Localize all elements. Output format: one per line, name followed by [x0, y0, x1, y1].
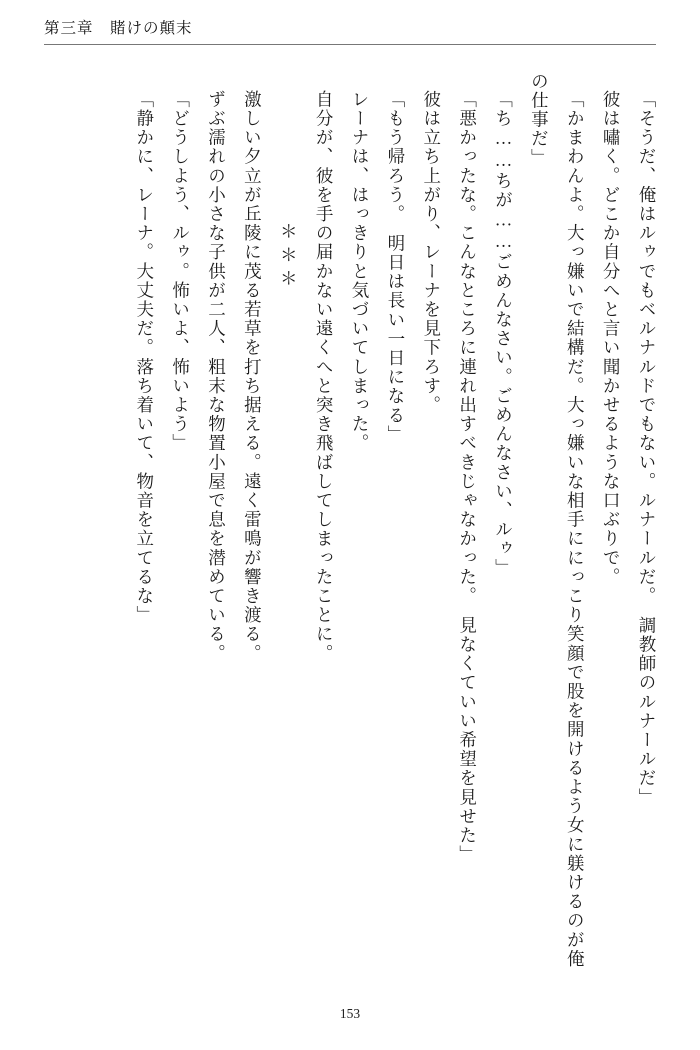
body-paragraph: レーナは、はっきりと気づいてしまった。	[350, 89, 370, 453]
body-paragraph: ずぶ濡れの小さな子供が二人、粗末な物置小屋で息を潜めている。	[206, 89, 227, 663]
body-paragraph: 「もう帰ろう。 明日は長い一日になる」	[385, 89, 406, 444]
body-paragraph: 「悪かったな。こんなところに連れ出すべきじゃなかった。 見なくていい希望を見せた」	[457, 89, 478, 864]
scene-break: ＊＊＊	[278, 222, 299, 293]
body-paragraph: 「ち……ちが……ごめんなさい。ごめんなさい、ルゥ」	[493, 89, 514, 577]
page-header	[44, 16, 656, 46]
body-paragraph: 「静かに、レーナ。大丈夫だ。落ち着いて、物音を立てるな」	[134, 89, 155, 625]
chapter-running-title: 第三章 賭けの顛末	[44, 20, 193, 37]
body-text-area	[36, 72, 664, 974]
page-number: 153	[339, 1006, 361, 1021]
body-paragraph: 「かまわんよ。大っ嫌いで結構だ。大っ嫌いな相手ににっこり笑顔で股を開けるよう女に躾けるのが俺の仕事だ」	[529, 72, 586, 969]
body-paragraph: 彼は立ち上がり、レーナを見下ろす。	[421, 89, 442, 415]
body-paragraph: 激しい夕立が丘陵に茂る若草を打ち据える。遠く雷鳴が響き渡る。	[242, 89, 263, 663]
body-paragraph: 彼は嘯く。どこか自分へと言い聞かせるような口ぶりで。	[601, 89, 622, 587]
header-divider	[44, 44, 656, 45]
body-paragraph: 自分が、彼を手の届かない遠くへと突き飛ばしてしまったことに。	[314, 89, 335, 663]
body-paragraph: 「どうしよう、ルゥ。怖いよ、怖いよう」	[170, 89, 191, 453]
vertical-text-column	[36, 72, 664, 974]
body-paragraph: 「そうだ、俺はルゥでもベルナルドでもない。ルナールだ。 調教師のルナールだ」	[637, 89, 657, 807]
